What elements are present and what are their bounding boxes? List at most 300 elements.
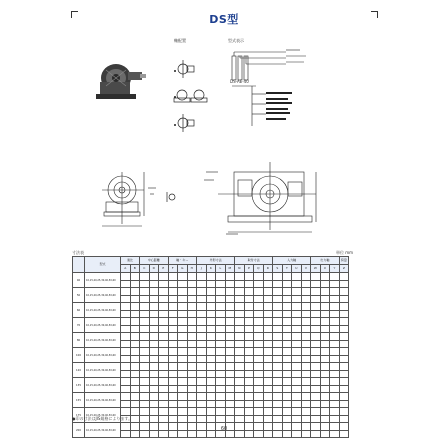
table-cell [225,370,235,378]
table-column-header: G [178,265,188,273]
table-cell [330,325,340,333]
table-cell [121,310,131,318]
table-cell [254,318,264,326]
table-cell [178,400,188,408]
table-cell-model: 10,15,20,25,30,40,50,60 [85,378,121,393]
table-cell [254,393,264,401]
table-cell [187,295,197,303]
table-cell [292,400,302,408]
mount-diagram-1 [172,58,198,80]
table-cell [301,385,311,393]
table-cell [301,393,311,401]
table-cell [159,288,169,296]
table-cell [273,303,283,311]
table-cell [292,355,302,363]
table-cell [178,273,188,281]
table-cell [130,325,140,333]
table-cell [330,310,340,318]
table-cell [254,385,264,393]
table-cell [301,333,311,341]
table-cell [282,318,292,326]
table-cell [235,378,245,386]
table-cell [339,348,349,356]
table-cell [130,310,140,318]
table-cell [168,355,178,363]
table-cell [263,325,273,333]
table-cell [130,408,140,416]
table-cell [159,378,169,386]
table-cell [254,348,264,356]
table-cell [178,348,188,356]
table-cell [159,415,169,423]
mount-diagram-2 [172,84,210,106]
table-cell [197,310,207,318]
table-cell-size: 40 [73,273,85,288]
table-cell [282,340,292,348]
table-cell-model: 10,15,20,25,30,40,50,60 [85,333,121,348]
table-cell [339,273,349,281]
table-cell [187,385,197,393]
table-cell [197,400,207,408]
table-column-header: H [187,265,197,273]
table-group-header: 軸・キー [168,257,197,265]
table-cell [263,280,273,288]
table-cell [273,325,283,333]
table-cell [311,370,321,378]
table-cell [292,280,302,288]
table-cell [320,288,330,296]
table-column-header: Z [339,265,349,273]
table-cell [339,378,349,386]
table-cell [225,415,235,423]
table-cell-size: 60 [73,303,85,318]
table-cell [178,333,188,341]
table-cell [206,295,216,303]
table-cell [244,385,254,393]
table-cell [311,325,321,333]
table-cell [130,378,140,386]
table-cell [330,363,340,371]
table-cell [178,295,188,303]
table-cell [235,280,245,288]
table-cell [292,310,302,318]
table-cell [273,280,283,288]
table-cell [320,400,330,408]
table-cell [130,348,140,356]
table-cell [311,363,321,371]
table-cell [159,340,169,348]
table-cell [320,273,330,281]
table-cell [159,393,169,401]
table-cell [282,273,292,281]
table-cell [301,273,311,281]
table-cell [235,348,245,356]
table-cell [339,400,349,408]
table-cell [244,333,254,341]
table-cell [273,408,283,416]
table-cell [168,385,178,393]
table-cell [130,273,140,281]
table-cell [168,348,178,356]
table-cell [235,333,245,341]
table-cell [263,400,273,408]
table-cell [168,408,178,416]
table-cell [206,400,216,408]
table-cell [187,363,197,371]
table-cell [216,355,226,363]
table-cell [197,303,207,311]
table-cell [339,280,349,288]
table-cell [320,295,330,303]
table-cell-size: 155 [73,393,85,408]
table-cell [168,363,178,371]
table-unit: 単位 mm [336,250,354,255]
table-cell [273,318,283,326]
table-cell [292,288,302,296]
table-cell [178,378,188,386]
table-cell [178,355,188,363]
table-cell [168,400,178,408]
table-cell [311,408,321,416]
table-cell [149,325,159,333]
table-cell [320,318,330,326]
table-cell [149,415,159,423]
table-cell [178,408,188,416]
table-cell-model: 10,15,20,25,30,40,50,60 [85,363,121,378]
table-cell [301,378,311,386]
table-cell [292,333,302,341]
table-cell [225,363,235,371]
table-cell [159,385,169,393]
table-cell [330,355,340,363]
table-cell [140,363,150,371]
table-cell [121,280,131,288]
table-cell [263,363,273,371]
table-cell [178,340,188,348]
table-cell [254,340,264,348]
table-column-header: S [273,265,283,273]
table-column-header: R [263,265,273,273]
table-cell [121,340,131,348]
table-cell [159,355,169,363]
model-code-diagram [226,48,326,128]
table-cell [254,288,264,296]
table-cell [339,333,349,341]
table-cell [292,340,302,348]
table-cell [140,340,150,348]
table-cell [140,318,150,326]
table-cell [282,363,292,371]
table-cell [235,415,245,423]
table-cell [301,280,311,288]
table-cell [292,378,302,386]
table-cell [339,288,349,296]
table-cell [235,393,245,401]
table-cell [225,333,235,341]
table-cell [282,280,292,288]
table-cell [197,355,207,363]
table-cell [140,333,150,341]
table-cell [159,280,169,288]
side-view-drawing [100,166,160,230]
table-column-header: W [311,265,321,273]
table-cell [263,415,273,423]
table-cell [254,370,264,378]
table-cell [292,370,302,378]
table-cell [244,408,254,416]
table-cell [273,288,283,296]
table-cell [149,393,159,401]
table-cell [311,355,321,363]
table-cell [311,295,321,303]
table-column-header: Q [254,265,264,273]
table-cell [168,303,178,311]
table-cell [282,295,292,303]
table-cell [187,370,197,378]
table-cell [244,303,254,311]
table-cell [149,333,159,341]
table-cell [282,355,292,363]
table-cell [330,385,340,393]
table-cell [263,303,273,311]
table-cell [330,288,340,296]
table-cell [140,273,150,281]
table-cell [216,393,226,401]
table-column-header: K [206,265,216,273]
table-column-header: T [282,265,292,273]
table-cell [178,280,188,288]
table-cell [168,378,178,386]
table-cell [168,415,178,423]
table-cell [273,378,283,386]
table-cell [149,378,159,386]
table-cell [225,400,235,408]
table-cell [159,310,169,318]
table-cell [225,273,235,281]
table-cell [330,378,340,386]
table-cell [130,280,140,288]
table-cell [149,273,159,281]
table-cell [149,408,159,416]
table-cell [206,385,216,393]
table-column-header: P [244,265,254,273]
table-cell [130,370,140,378]
table-cell [273,333,283,341]
table-cell-model: 10,15,20,25,30,40,50,60 [85,288,121,303]
table-cell [235,310,245,318]
table-cell [178,288,188,296]
table-cell [235,385,245,393]
table-column-header: A [121,265,131,273]
table-cell [121,303,131,311]
table-cell [216,363,226,371]
table-cell [225,393,235,401]
table-cell [301,303,311,311]
table-column-header: F [168,265,178,273]
table-cell [320,303,330,311]
table-cell [121,273,131,281]
table-cell [254,408,264,416]
table-cell [339,408,349,416]
table-cell [130,363,140,371]
gear-reducer-photo [90,60,148,104]
table-cell [263,295,273,303]
table-cell-size: 200 [73,423,85,438]
table-cell [273,273,283,281]
table-cell-model: 10,15,20,25,30,40,50,60 [85,348,121,363]
table-cell [197,378,207,386]
table-cell [263,273,273,281]
table-cell [292,408,302,416]
table-cell [235,273,245,281]
table-cell [187,340,197,348]
table-cell [130,393,140,401]
table-cell [140,385,150,393]
table-group-header: 中心距離 [140,257,169,265]
table-cell [282,288,292,296]
table-cell [159,303,169,311]
table-cell [320,393,330,401]
table-cell [187,393,197,401]
table-cell-size: 175 [73,408,85,423]
table-cell [254,415,264,423]
table-cell-size: 70 [73,318,85,333]
table-cell [320,370,330,378]
table-cell [225,408,235,416]
table-cell [140,370,150,378]
table-cell-size: 50 [73,288,85,303]
table-cell [206,340,216,348]
table-cell [339,393,349,401]
table-cell [168,393,178,401]
table-cell [311,280,321,288]
table-cell [206,310,216,318]
table-cell [339,325,349,333]
table-cell [197,273,207,281]
table-cell [292,348,302,356]
table-cell [149,280,159,288]
table-column-header: D [149,265,159,273]
table-cell [206,318,216,326]
table-cell [244,273,254,281]
table-cell [168,333,178,341]
table-cell [197,363,207,371]
table-cell [301,370,311,378]
table-cell [282,415,292,423]
table-cell [301,288,311,296]
table-cell [216,408,226,416]
table-cell [301,408,311,416]
table-cell [140,303,150,311]
table-cell [197,370,207,378]
table-cell [149,295,159,303]
table-cell [130,385,140,393]
table-row [73,363,349,371]
table-cell [130,340,140,348]
table-cell [178,393,188,401]
table-cell [187,303,197,311]
table-row [73,333,349,341]
table-cell [273,363,283,371]
table-cell [178,363,188,371]
table-cell [130,303,140,311]
table-cell [282,385,292,393]
table-group-header [73,257,85,273]
table-cell [168,310,178,318]
table-cell [320,385,330,393]
table-cell [140,400,150,408]
table-cell [140,355,150,363]
table-cell [187,348,197,356]
table-cell [159,325,169,333]
table-cell-model: 10,15,20,25,30,40,50,60 [85,423,121,438]
table-cell [273,400,283,408]
table-cell [187,408,197,416]
table-cell [216,303,226,311]
table-cell [206,273,216,281]
table-cell [244,400,254,408]
table-cell [216,415,226,423]
table-cell [273,385,283,393]
table-cell [263,355,273,363]
table-cell [121,378,131,386]
table-cell [197,295,207,303]
table-column-header: Y [330,265,340,273]
table-cell [149,370,159,378]
table-cell [339,415,349,423]
table-cell [140,280,150,288]
table-cell [235,303,245,311]
table-cell [168,280,178,288]
table-cell [206,288,216,296]
table-cell [311,333,321,341]
table-cell [130,295,140,303]
table-cell-size: 120 [73,363,85,378]
table-cell [273,295,283,303]
table-cell [311,385,321,393]
table-cell [254,378,264,386]
table-row [73,273,349,281]
table-caption: 寸法表 [72,250,84,255]
table-cell [330,295,340,303]
table-cell [206,280,216,288]
table-cell [235,325,245,333]
table-cell [320,325,330,333]
mounting-heading: 軸配置 [174,38,186,43]
table-cell-model: 10,15,20,25,30,40,50,60 [85,393,121,408]
table-row [73,288,349,296]
table-cell [121,393,131,401]
table-cell [273,370,283,378]
table-cell [339,303,349,311]
table-cell [339,295,349,303]
table-cell [244,378,254,386]
table-cell [273,340,283,348]
table-cell [244,393,254,401]
table-cell [263,310,273,318]
table-cell [330,408,340,416]
table-cell [206,408,216,416]
table-cell [282,333,292,341]
table-cell [225,288,235,296]
table-cell [263,408,273,416]
table-cell [301,348,311,356]
table-cell [254,333,264,341]
table-cell [168,295,178,303]
table-cell [320,355,330,363]
table-cell [330,340,340,348]
table-cell [301,340,311,348]
